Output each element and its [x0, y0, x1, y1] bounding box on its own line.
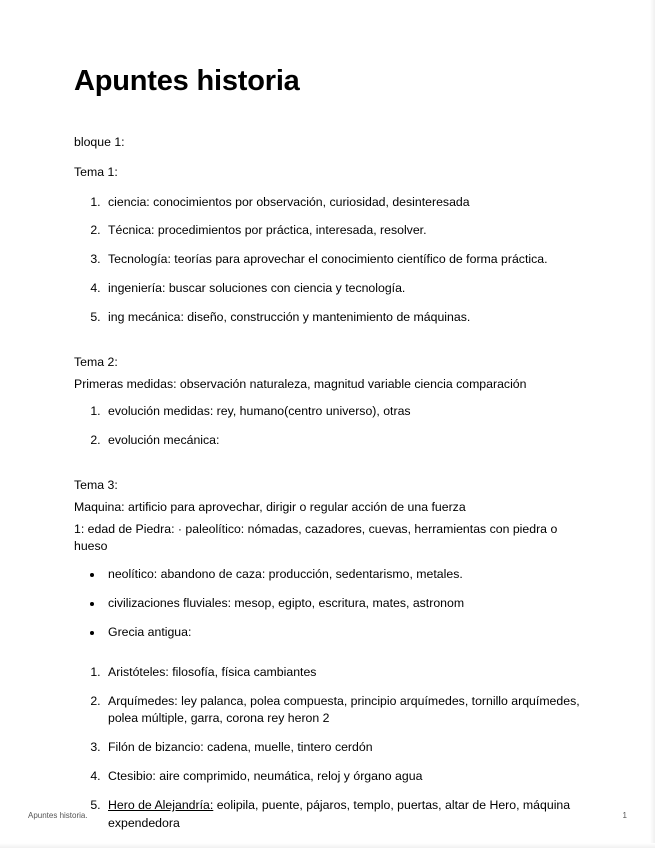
- list-item: 3. Filón de bizancio: cadena, muelle, tintero cerdón: [104, 739, 584, 757]
- page-edge-bottom: [0, 843, 655, 848]
- list-item: 4. ingeniería: buscar soluciones con ciencia y tecnología.: [104, 280, 584, 298]
- paragraph-primeras-medidas: Primeras medidas: observación naturaleza, magnitud variable ciencia comparación: [74, 376, 527, 391]
- spacer: [74, 464, 584, 477]
- document-content: [74, 66, 584, 847]
- list-prehistoria: [74, 566, 584, 641]
- list-item: 4. Ctesibio: aire comprimido, neumática, reloj y órgano agua: [104, 768, 584, 786]
- list-item: 5. ing mecánica: diseño, construcción y mantenimiento de máquinas.: [104, 309, 584, 327]
- list-item: 1. evolución medidas: rey, humano(centro universo), otras: [104, 403, 584, 421]
- list-item: 3. Tecnología: teorías para aprovechar el conocimiento científico de forma práctica.: [104, 251, 584, 269]
- page-edge-right: [650, 0, 655, 848]
- footer-title: Apuntes historia.: [28, 811, 88, 820]
- paragraph-maquina: Maquina: artificio para aprovechar, dirigir o regular acción de una fuerza: [74, 499, 466, 514]
- list-item-rest: eolipila, puente, pájaros, templo, puertas, altar de Hero, máquina expendedora: [108, 797, 571, 830]
- list-item: • neolítico: abandono de caza: producción, sedentarismo, metales.: [104, 566, 584, 584]
- list-item: 1. ciencia: conocimientos por observación, curiosidad, desinteresada: [104, 194, 584, 212]
- paragraph-bloque-1: bloque 1:: [74, 134, 125, 149]
- list-item: 2. Arquímedes: ley palanca, polea compuesta, principio arquímedes, tornillo arquímedes, polea múltiple, garra, corona rey heron 2: [104, 693, 584, 729]
- spacer: [74, 656, 584, 664]
- list-item: 1. Aristóteles: filosofía, física cambiantes: [104, 664, 584, 682]
- list-item: 2. evolución mecánica:: [104, 432, 584, 450]
- list-item: • Grecia antigua:: [104, 624, 584, 642]
- spacer: [74, 156, 584, 164]
- paragraph-tema-1: Tema 1:: [74, 164, 118, 179]
- paragraph-edad-de-piedra: 1: edad de Piedra: · paleolítico: nómadas, cazadores, cuevas, herramientas con piedra o hueso: [74, 521, 558, 554]
- page-title: Apuntes historia: [74, 65, 300, 97]
- list-item: 2. Técnica: procedimientos por práctica, interesada, resolver.: [104, 222, 584, 240]
- list-item: • civilizaciones fluviales: mesop, egipto, escritura, mates, astronom: [104, 595, 584, 613]
- spacer: [74, 341, 584, 354]
- list-tema-2: [74, 403, 584, 450]
- list-grecia-antigua: [74, 664, 584, 833]
- list-tema-1: [74, 194, 584, 327]
- footer-page-number: 1: [622, 811, 627, 820]
- paragraph-tema-3: Tema 3:: [74, 478, 118, 492]
- paragraph-tema-2: Tema 2:: [74, 354, 118, 369]
- underlined-name: Hero de Alejandría:: [108, 797, 214, 812]
- spacer: [74, 186, 584, 194]
- page-footer: [28, 811, 627, 820]
